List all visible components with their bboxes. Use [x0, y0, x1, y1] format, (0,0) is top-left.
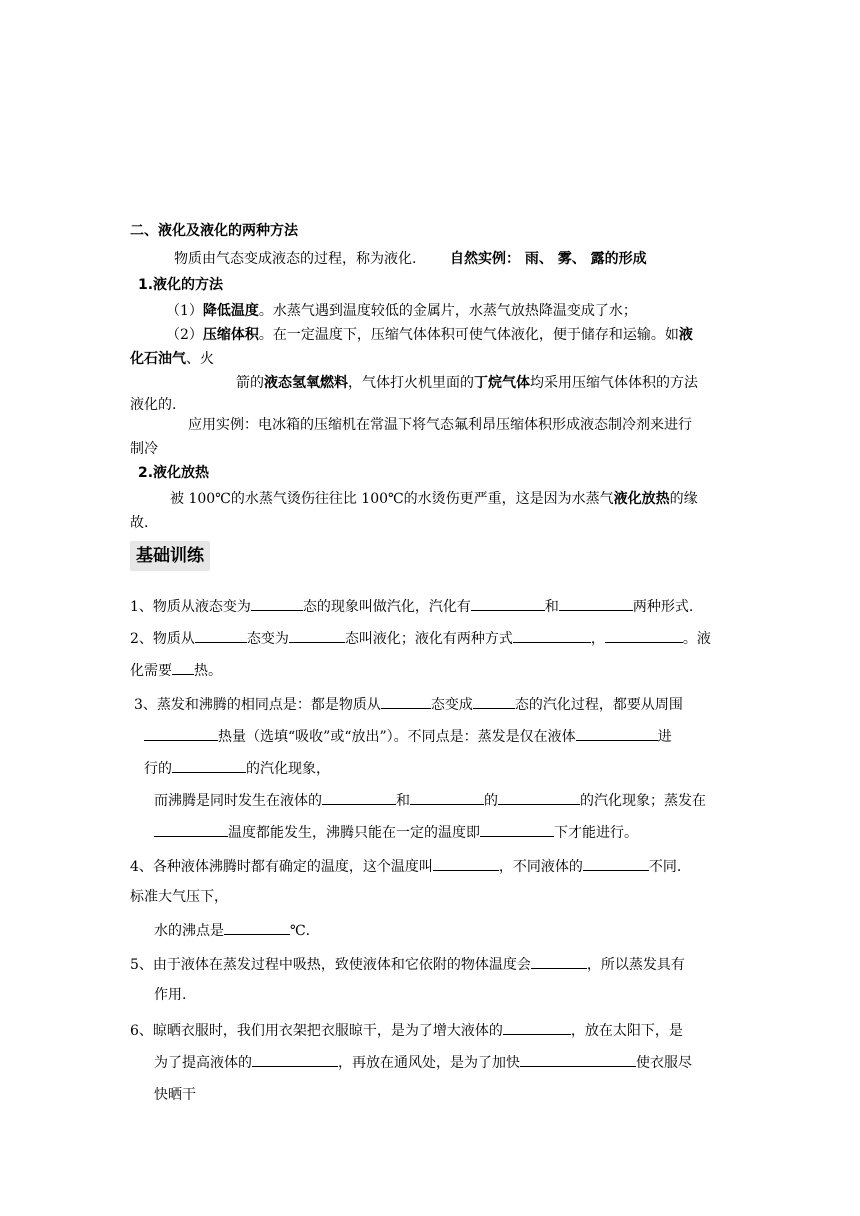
definition-line [174, 250, 416, 268]
q5-text-a: 5、由于液体在蒸发过程中吸热，致使液体和它依附的物体温度会 [130, 957, 531, 973]
heat-title: 2.液化放热 [138, 465, 210, 481]
q4-text-a: 4、各种液体沸腾时都有确定的温度，这个温度叫 [130, 859, 433, 875]
q4-text-e: 水的沸点是 [154, 923, 224, 939]
method-2-line-2-bold: 化石油气 [130, 351, 186, 367]
method-1-text: 。水蒸气遇到温度较低的金属片，水蒸气放热降温变成了水； [258, 303, 637, 319]
q3-text-b: 态变成 [430, 697, 473, 713]
q2-text-d: ， [590, 631, 605, 647]
method-2-line-3-c: 均采用压缩气体体积的方法 [530, 375, 698, 391]
q2-blank-2[interactable] [289, 628, 345, 643]
q6-blank-3[interactable] [520, 1052, 636, 1067]
q3-blank-9[interactable] [154, 822, 228, 837]
q3-text-c: 态的汽化过程，都要从周围 [514, 697, 683, 713]
question-6 [130, 1020, 683, 1040]
method-2-bold-tail: 液 [678, 327, 693, 343]
question-3-line-5 [154, 822, 638, 842]
q1-text-b: 态的现象叫做汽化，汽化有 [302, 599, 471, 615]
heat-bold: 液化放热 [613, 491, 670, 507]
q3-blank-10[interactable] [480, 822, 554, 837]
q3-text-f: 行的 [144, 761, 172, 777]
method-2-line-3 [236, 374, 698, 392]
q3-text-m: 下才能进行。 [554, 825, 638, 841]
method-2-line-3-b: ，气体打火机里面的 [348, 375, 474, 391]
q5-text-b: ，所以蒸发具有 [586, 957, 685, 973]
q1-blank-1[interactable] [251, 596, 303, 611]
q4-text-c: 不同. [648, 859, 682, 875]
application-line-2: 制冷 [130, 441, 158, 457]
q1-blank-3[interactable] [559, 596, 633, 611]
method-2-text: 。在一定温度下，压缩气体体积可使气体液化，便于储存和运输。如 [258, 327, 679, 343]
q6-text-b: ，放在太阳下，是 [570, 1023, 683, 1039]
q6-text-d: ，再放在通风处，是为了加快 [338, 1055, 520, 1071]
q2-blank-3[interactable] [513, 628, 591, 643]
question-3 [134, 694, 683, 714]
q3-blank-3[interactable] [144, 726, 218, 741]
method-1-prefix: （1） [166, 303, 203, 319]
q2-text-c: 态叫液化；液化有两种方式 [344, 631, 513, 647]
q2-text-b: 态变为 [246, 631, 289, 647]
q6-blank-1[interactable] [503, 1020, 571, 1035]
q1-blank-2[interactable] [471, 596, 545, 611]
question-4 [130, 856, 681, 876]
definition-text: 物质由气态变成液态的过程，称为液化. [174, 251, 417, 267]
question-6-line-2 [154, 1052, 692, 1072]
q3-text-i: 和 [396, 793, 410, 809]
question-4-line-2: 标准大气压下， [130, 889, 228, 905]
q2-text-e: 。液 [682, 631, 711, 647]
q3-blank-2[interactable] [473, 694, 515, 709]
natural-examples: 自然实例： 雨、 雾、 露的形成 [450, 251, 647, 267]
q3-text-e: 进 [657, 729, 672, 745]
application-line-1: 应用实例：电冰箱的压缩机在常温下将气态氟利昂压缩体积形成液态制冷剂来进行 [188, 417, 692, 433]
method-2-line-1 [166, 326, 693, 344]
method-2-line-2 [130, 350, 214, 368]
method-2-bold: 压缩体积 [202, 327, 259, 343]
q6-text-c: 为了提高液体的 [154, 1055, 252, 1071]
method-2-line-4: 液化的. [130, 397, 177, 413]
q1-text-a: 1、物质从液态变为 [130, 599, 251, 615]
q3-text-g: 的汽化现象， [246, 761, 330, 777]
q3-text-j: 的 [484, 793, 498, 809]
training-badge: 基础训练 [130, 541, 210, 571]
method-2-line-3-bold-1: 液态氢氧燃料 [264, 375, 348, 391]
q3-text-d: 热量（选填“吸收”或“放出”）。不同点是：蒸发是仅在液体 [218, 729, 576, 745]
heat-line-2: 故. [130, 515, 149, 531]
question-2-line-2 [130, 660, 222, 680]
q2-blank-4[interactable] [605, 628, 683, 643]
q1-text-c: 和 [544, 599, 559, 615]
method-2-line-2-text: 、火 [186, 351, 214, 367]
q2-blank-5[interactable] [172, 660, 194, 675]
q3-blank-1[interactable] [381, 694, 431, 709]
method-1-bold: 降低温度 [202, 303, 259, 319]
q1-text-d: 两种形式. [632, 599, 694, 615]
question-3-line-2 [144, 726, 672, 746]
q5-blank-1[interactable] [531, 954, 587, 969]
q3-text-l: 温度都能发生，沸腾只能在一定的温度即 [228, 825, 480, 841]
q4-text-f: ℃. [290, 923, 311, 939]
q3-blank-5[interactable] [172, 758, 246, 773]
q3-text-a: 3、蒸发和沸腾的相同点是：都是物质从 [134, 697, 381, 713]
q4-text-b: ，不同液体的 [498, 859, 583, 875]
q2-text-a: 2、物质从 [130, 631, 195, 647]
question-3-line-3 [144, 758, 330, 778]
question-6-line-3: 快晒干 [154, 1087, 196, 1103]
method-1 [166, 302, 637, 320]
q2-text-g: 热。 [194, 663, 222, 679]
heat-line-1 [170, 490, 698, 508]
q6-text-e: 使衣服尽 [636, 1055, 692, 1071]
question-5 [130, 954, 685, 974]
question-3-line-4 [154, 790, 706, 810]
q3-blank-4[interactable] [576, 726, 658, 741]
q3-blank-8[interactable] [498, 790, 580, 805]
q3-blank-6[interactable] [322, 790, 396, 805]
question-1 [130, 596, 693, 616]
q2-text-f: 化需要 [130, 663, 172, 679]
q3-blank-7[interactable] [410, 790, 484, 805]
question-5-line-2: 作用. [154, 987, 187, 1003]
q4-blank-3[interactable] [224, 920, 290, 935]
method-title: 1.液化的方法 [138, 277, 224, 293]
q6-blank-2[interactable] [252, 1052, 338, 1067]
method-2-line-3-bold-2: 丁烷气体 [474, 375, 530, 391]
heat-text-b: 的缘 [669, 491, 698, 507]
method-2-prefix: （2） [166, 327, 203, 343]
question-4-line-3 [154, 920, 310, 940]
question-2 [130, 628, 711, 648]
q4-blank-2[interactable] [583, 856, 649, 871]
q3-text-k: 的汽化现象；蒸发在 [580, 793, 706, 809]
q6-text-a: 6、晾晒衣服时，我们用衣架把衣服晾干，是为了增大液体的 [130, 1023, 503, 1039]
method-2-line-3-a: 箭的 [236, 375, 264, 391]
q3-text-h: 而沸腾是同时发生在液体的 [154, 793, 322, 809]
q4-blank-1[interactable] [433, 856, 499, 871]
q2-blank-1[interactable] [195, 628, 247, 643]
heat-text-a: 被 100℃的水蒸气烫伤往往比 100℃的水烫伤更严重，这是因为水蒸气 [170, 491, 614, 507]
section-heading: 二、液化及液化的两种方法 [130, 223, 298, 239]
